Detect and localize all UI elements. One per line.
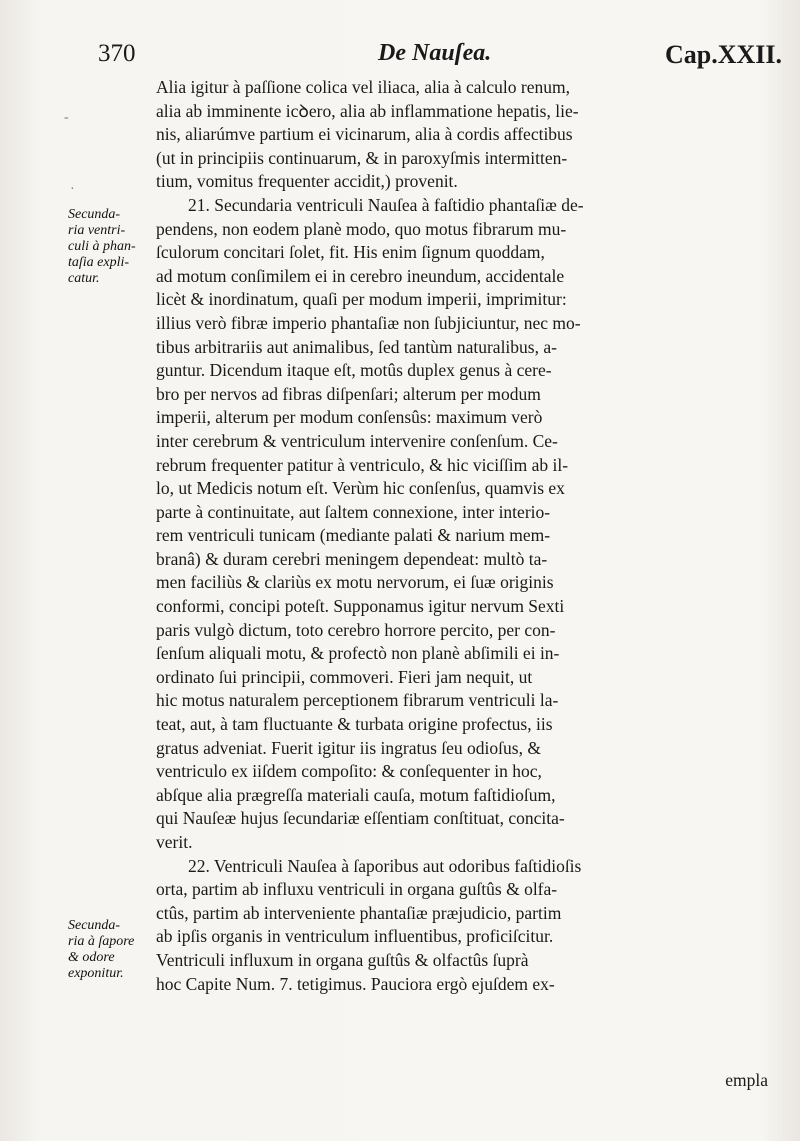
- text-line: ventriculo ex iiſdem compoſito: & conſequenter in hoc,: [156, 761, 542, 782]
- text-line: hic motus naturalem perceptionem fibrarum ventriculi la-: [156, 690, 559, 711]
- text-line: imperii, alterum per modum conſensûs: maximum verò: [156, 407, 543, 428]
- margin-note-sapore: [68, 918, 134, 982]
- text-line: illius verò fibræ imperio phantaſiæ non ſubjiciuntur, nec mo-: [156, 312, 581, 333]
- text-line: 21. Secundaria ventriculi Nauſea à faſtidio phantaſiæ de-: [188, 194, 584, 215]
- text-line: lo, ut Medicis notum eſt. Verùm hic conſenſus, quamvis ex: [156, 478, 565, 499]
- text-line: ad motum conſimilem ei in cerebro ineundum, accidentale: [156, 265, 565, 286]
- text-line: paris vulgò dictum, toto cerebro horrore percito, per con-: [156, 619, 556, 640]
- text-line: ab ipſis organis in ventriculum influentibus, proficiſcitur.: [156, 926, 554, 947]
- margin-note-line: ria ventri-: [68, 223, 126, 238]
- text-line: rebrum frequenter patitur à ventriculo, & hic viciſſim ab il-: [156, 454, 569, 475]
- text-line: pendens, non eodem planè modo, quo motus fibrarum mu-: [156, 218, 567, 239]
- text-line: inter cerebrum & ventriculum intervenire conſenſum. Ce-: [156, 430, 558, 451]
- text-line: nis, aliarúmve partium ei vicinarum, alia à cordis affectibus: [156, 124, 573, 145]
- margin-note-line: & odore: [68, 950, 115, 965]
- text-line: tibus arbitrariis aut animalibus, ſed tantùm naturalibus, a-: [156, 336, 557, 357]
- body-text: [156, 76, 768, 996]
- stray-mark: ·: [70, 182, 75, 197]
- stray-mark: -: [64, 110, 69, 125]
- text-line: verit.: [156, 832, 193, 852]
- text-line: branâ) & duram cerebri meningem dependeat: multò ta-: [156, 548, 548, 569]
- text-line: ſculorum concitari ſolet, fit. His enim ſignum quoddam,: [156, 242, 545, 263]
- text-line: qui Nauſeæ hujus ſecundariæ eſſentiam conſtituat, concita-: [156, 808, 565, 829]
- margin-note-phantasia: [68, 207, 136, 287]
- text-line: hoc Capite Num. 7. tetigimus. Pauciora ergò ejuſdem ex-: [156, 973, 555, 994]
- text-line: Ventriculi influxum in organa guſtûs & olfactûs ſuprà: [156, 949, 529, 970]
- margin-note-line: exponitur.: [68, 966, 124, 981]
- text-line: bro per nervos ad fibras diſpenſari; alterum per modum: [156, 383, 541, 404]
- text-line: gratus adveniat. Fuerit igitur iis ingratus ſeu odioſus, &: [156, 737, 541, 758]
- text-line: guntur. Dicendum itaque eſt, motûs duplex genus à cere-: [156, 360, 552, 381]
- running-title: De Nauſea.: [378, 40, 492, 66]
- margin-note-line: culi à phan-: [68, 239, 136, 254]
- text-line: ordinato ſui principii, commoveri. Fieri jam nequit, ut: [156, 666, 533, 687]
- text-line: alia ab imminente icꝺero, alia ab inflammatione hepatis, lie-: [156, 100, 579, 121]
- text-line: rem ventriculi tunicam (mediante palati & narium mem-: [156, 525, 551, 546]
- text-line: ctûs, partim ab interveniente phantaſiæ præjudicio, partim: [156, 902, 562, 923]
- text-line: abſque alia prægreſſa materiali cauſa, motum faſtidioſum,: [156, 784, 556, 805]
- margin-note-line: Secunda-: [68, 918, 121, 933]
- margin-note-line: taſia expli-: [68, 255, 130, 270]
- text-line: teat, aut, à tam fluctuante & turbata origine profectus, iis: [156, 714, 553, 735]
- margin-note-line: ria à ſapore: [68, 934, 135, 949]
- page-number: 370: [98, 40, 136, 67]
- text-line: licèt & inordinatum, quaſi per modum imperii, imprimitur:: [156, 289, 567, 310]
- chapter-label: Cap.XXII.: [664, 40, 782, 69]
- margin-note-line: catur.: [68, 271, 100, 286]
- text-line: tium, vomitus frequenter accidit,) provenit.: [156, 171, 458, 192]
- catchword: empla: [725, 1070, 768, 1090]
- text-line: Alia igitur à paſſione colica vel iliaca, alia à calculo renum,: [156, 77, 570, 97]
- text-line: conformi, concipi poteſt. Supponamus igitur nervum Sexti: [156, 596, 565, 617]
- text-line: 22. Ventriculi Nauſea à ſaporibus aut odoribus faſtidioſis: [188, 855, 582, 876]
- text-line: ſenſum aliquali motu, & profectò non planè abſimili ei in-: [156, 643, 560, 664]
- text-line: men faciliùs & clariùs ex motu nervorum, ei ſuæ originis: [156, 572, 554, 593]
- text-line: parte à continuitate, aut ſaltem connexione, inter interio-: [156, 501, 551, 522]
- text-line: orta, partim ab influxu ventriculi in organa guſtûs & olfa-: [156, 879, 558, 900]
- margin-note-line: Secunda-: [68, 207, 121, 222]
- page-header: [0, 40, 800, 80]
- text-line: (ut in principiis continuarum, & in paroxyſmis intermitten-: [156, 147, 568, 168]
